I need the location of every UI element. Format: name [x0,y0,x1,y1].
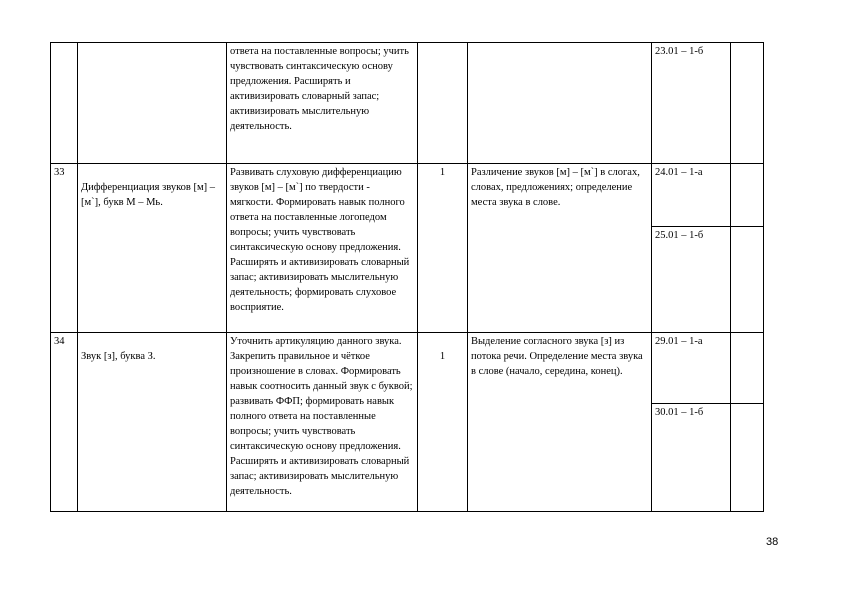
lesson-goals: Уточнить артикуляцию данного звука. Закрепить правильное и чёткое произношение в словах. Формировать навык соотносить данный звук с буквой; развивать ФФП; формировать навык полного ответа на поставленные вопросы; учить чувствовать синтаксическую основу предложения. Расширять и активизировать словарный запас; активизировать мыслительную деятельность. [227,333,418,512]
lesson-topic [78,333,227,512]
lesson-hours [418,43,468,164]
lesson-number: 34 [51,333,78,512]
lesson-hours: 1 [418,164,468,333]
lesson-content: Различение звуков [м] – [м`] в слогах, словах, предложениях; определение места звука в слове. [468,164,652,333]
lesson-note [731,404,764,512]
lesson-topic-text: Звук [з], буква З. [81,351,156,362]
lesson-hours-text: 1 [439,351,446,362]
lesson-goals: Развивать слуховую дифференциацию звуков [м] – [м`] по твердости - мягкости. Формировать навык полного ответа на поставленные логопедом вопросы; учить чувствовать синтаксическую основу предложения. Расширять и активизировать словарный запас; активизировать мыслительную деятельность; формировать слуховое восприятие. [227,164,418,333]
lesson-content: Выделение согласного звука [з] из потока речи. Определение места звука в слове (начало, середина, конец). [468,333,652,512]
lesson-goals: ответа на поставленные вопросы; учить чувствовать синтаксическую основу предложения. Расширять и активизировать словарный запас; активизировать мыслительную деятельность. [227,43,418,164]
lesson-date: 23.01 – 1-б [652,43,731,164]
lesson-plan-table [50,42,764,512]
lesson-date: 29.01 – 1-а [652,333,731,404]
table-row [51,164,764,227]
lesson-number: 33 [51,164,78,333]
lesson-topic [78,164,227,333]
lesson-date: 24.01 – 1-а [652,164,731,227]
lesson-hours [418,333,468,512]
lesson-note [731,164,764,227]
page-number: 38 [766,536,779,548]
table-row [51,333,764,404]
lesson-note [731,227,764,333]
lesson-date: 25.01 – 1-б [652,227,731,333]
lesson-number [51,43,78,164]
lesson-topic-text: Дифференциация звуков [м] – [м`], букв М – Мь. [81,182,216,208]
lesson-content [468,43,652,164]
lesson-note [731,43,764,164]
lesson-note [731,333,764,404]
lesson-date: 30.01 – 1-б [652,404,731,512]
lesson-topic [78,43,227,164]
